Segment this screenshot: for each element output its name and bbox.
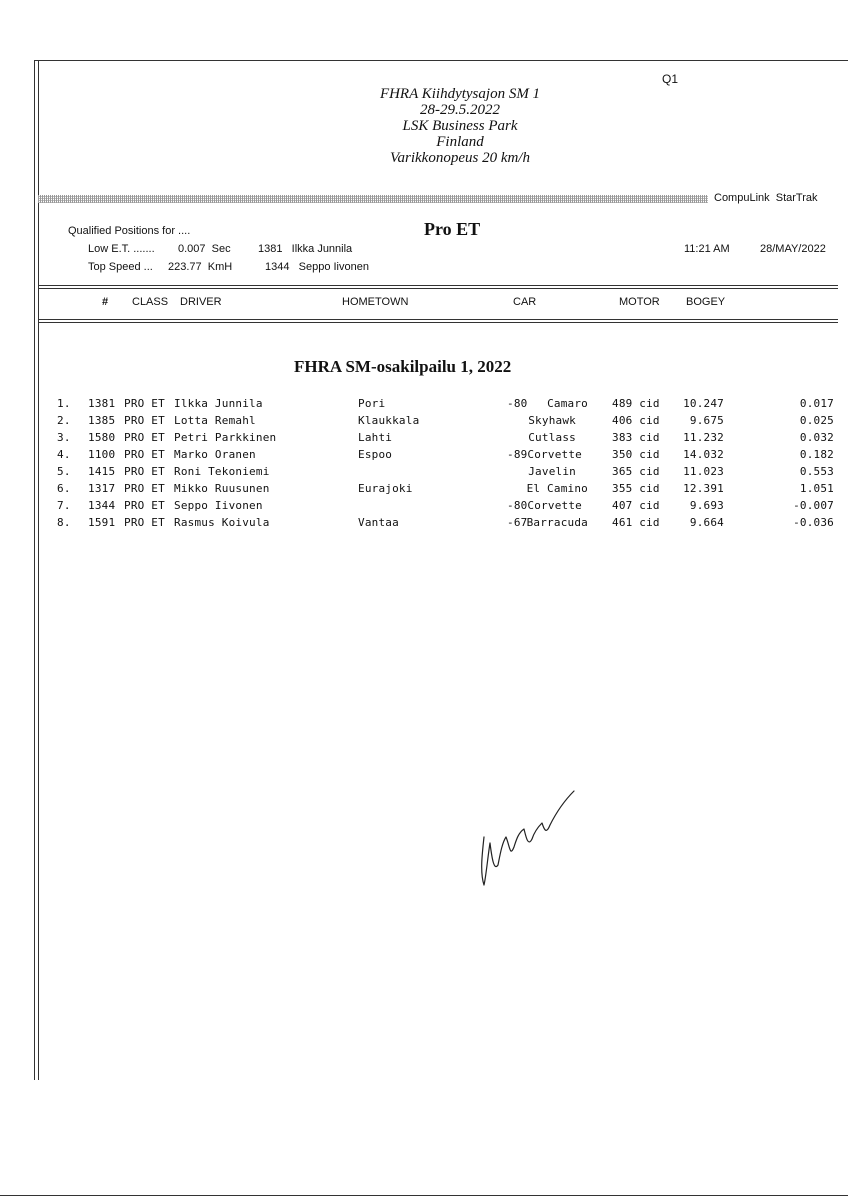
cell-num: 1385 xyxy=(88,414,116,427)
cell-num: 1381 xyxy=(88,397,116,410)
cell-car: Barracuda xyxy=(526,516,588,529)
cell-motor: 461 cid xyxy=(612,516,660,529)
header-rule-2 xyxy=(38,288,838,289)
bottom-border xyxy=(0,1195,848,1196)
cell-num: 1100 xyxy=(88,448,116,461)
table-row xyxy=(0,465,848,482)
table-row xyxy=(0,499,848,516)
cell-hometown: Eurajoki xyxy=(358,482,413,495)
cell-car: Cutlass xyxy=(528,431,576,444)
cell-year: -67 xyxy=(507,516,528,529)
cell-motor: 406 cid xyxy=(612,414,660,427)
cell-hometown: Pori xyxy=(358,397,386,410)
col-bogey: BOGEY xyxy=(686,296,726,308)
table-row xyxy=(0,516,848,533)
top-speed-value: 223.77 KmH xyxy=(168,261,233,273)
cell-bogey: 11.023 xyxy=(683,465,724,478)
columns-rule-1 xyxy=(38,319,838,320)
cell-bogey: 12.391 xyxy=(683,482,724,495)
cell-pos: 1. xyxy=(57,397,71,410)
cell-bogey: 9.675 xyxy=(689,414,724,427)
top-border xyxy=(34,60,848,61)
columns-rule-2 xyxy=(38,322,838,323)
cell-result: 0.032 xyxy=(799,431,834,444)
cell-motor: 407 cid xyxy=(612,499,660,512)
cell-car: El Camino xyxy=(526,482,588,495)
dotted-separator xyxy=(38,195,708,203)
cell-pos: 7. xyxy=(57,499,71,512)
cell-car: Javelin xyxy=(528,465,576,478)
section-title: FHRA SM-osakilpailu 1, 2022 xyxy=(294,357,512,376)
cell-result: 0.182 xyxy=(799,448,834,461)
low-et-value: 0.007 Sec xyxy=(178,243,231,255)
results-table xyxy=(0,397,848,542)
cell-car: Camaro xyxy=(547,397,588,410)
report-date: 28/MAY/2022 xyxy=(760,243,826,255)
cell-hometown: Espoo xyxy=(358,448,393,461)
cell-class: PRO ET xyxy=(124,482,165,495)
cell-pos: 5. xyxy=(57,465,71,478)
event-line: Finland xyxy=(436,134,484,150)
cell-hometown: Lahti xyxy=(358,431,393,444)
cell-pos: 8. xyxy=(57,516,71,529)
left-border-inner xyxy=(38,60,39,1080)
signature xyxy=(470,785,580,895)
cell-result: 0.017 xyxy=(799,397,834,410)
col-driver: DRIVER xyxy=(180,296,222,308)
col-motor: MOTOR xyxy=(619,296,660,308)
cell-year: -80 xyxy=(507,397,528,410)
cell-driver: Rasmus Koivula xyxy=(174,516,270,529)
cell-num: 1591 xyxy=(88,516,116,529)
cell-driver: Mikko Ruusunen xyxy=(174,482,270,495)
header-rule-1 xyxy=(38,285,838,286)
cell-pos: 6. xyxy=(57,482,71,495)
col-car: CAR xyxy=(513,296,537,308)
event-line: LSK Business Park xyxy=(402,118,518,134)
cell-result: 1.051 xyxy=(799,482,834,495)
cell-motor: 383 cid xyxy=(612,431,660,444)
report-time: 11:21 AM xyxy=(684,243,730,255)
cell-car: Corvette xyxy=(527,499,582,512)
table-row xyxy=(0,397,848,414)
cell-motor: 365 cid xyxy=(612,465,660,478)
cell-year: -89 xyxy=(507,448,528,461)
system-label: CompuLink StarTrak xyxy=(714,192,818,204)
event-title xyxy=(300,86,620,166)
cell-pos: 4. xyxy=(57,448,71,461)
table-row xyxy=(0,414,848,431)
cell-bogey: 11.232 xyxy=(683,431,724,444)
cell-class: PRO ET xyxy=(124,431,165,444)
cell-motor: 350 cid xyxy=(612,448,660,461)
cell-result: 0.553 xyxy=(799,465,834,478)
cell-num: 1317 xyxy=(88,482,116,495)
top-speed-label: Top Speed ... xyxy=(88,261,153,273)
cell-num: 1580 xyxy=(88,431,116,444)
low-et-holder: 1381 Ilkka Junnila xyxy=(258,243,353,255)
table-row xyxy=(0,448,848,465)
cell-bogey: 9.664 xyxy=(689,516,724,529)
cell-class: PRO ET xyxy=(124,448,165,461)
cell-driver: Ilkka Junnila xyxy=(174,397,263,410)
cell-motor: 489 cid xyxy=(612,397,660,410)
corner-label: Q1 xyxy=(662,72,679,86)
qualified-label: Qualified Positions for .... xyxy=(68,225,191,237)
col-num: # xyxy=(102,296,109,308)
col-hometown: HOMETOWN xyxy=(342,296,409,308)
cell-driver: Seppo Iivonen xyxy=(174,499,263,512)
cell-class: PRO ET xyxy=(124,499,165,512)
table-row xyxy=(0,431,848,448)
cell-class: PRO ET xyxy=(124,516,165,529)
cell-car: Corvette xyxy=(527,448,582,461)
cell-class: PRO ET xyxy=(124,465,165,478)
cell-year: -80 xyxy=(507,499,528,512)
column-headers xyxy=(0,296,848,312)
class-title: Pro ET xyxy=(424,219,481,239)
cell-pos: 2. xyxy=(57,414,71,427)
event-line: Varikkonopeus 20 km/h xyxy=(390,150,530,166)
low-et-label: Low E.T. ....... xyxy=(88,243,155,255)
cell-driver: Petri Parkkinen xyxy=(174,431,277,444)
event-line: 28-29.5.2022 xyxy=(420,102,500,118)
cell-hometown: Vantaa xyxy=(358,516,399,529)
cell-motor: 355 cid xyxy=(612,482,660,495)
table-row xyxy=(0,482,848,499)
top-speed-holder: 1344 Seppo Iivonen xyxy=(265,261,369,273)
cell-class: PRO ET xyxy=(124,414,165,427)
cell-hometown: Klaukkala xyxy=(358,414,420,427)
cell-num: 1415 xyxy=(88,465,116,478)
cell-result: -0.036 xyxy=(793,516,834,529)
cell-car: Skyhawk xyxy=(528,414,576,427)
left-border xyxy=(34,60,35,1080)
cell-num: 1344 xyxy=(88,499,116,512)
cell-pos: 3. xyxy=(57,431,71,444)
cell-result: -0.007 xyxy=(793,499,834,512)
cell-driver: Lotta Remahl xyxy=(174,414,256,427)
cell-result: 0.025 xyxy=(799,414,834,427)
cell-driver: Marko Oranen xyxy=(174,448,256,461)
event-line: FHRA Kiihdytysajon SM 1 xyxy=(379,86,541,102)
cell-bogey: 9.693 xyxy=(689,499,724,512)
col-class: CLASS xyxy=(132,296,169,308)
cell-bogey: 14.032 xyxy=(683,448,724,461)
cell-bogey: 10.247 xyxy=(683,397,724,410)
cell-driver: Roni Tekoniemi xyxy=(174,465,270,478)
cell-class: PRO ET xyxy=(124,397,165,410)
